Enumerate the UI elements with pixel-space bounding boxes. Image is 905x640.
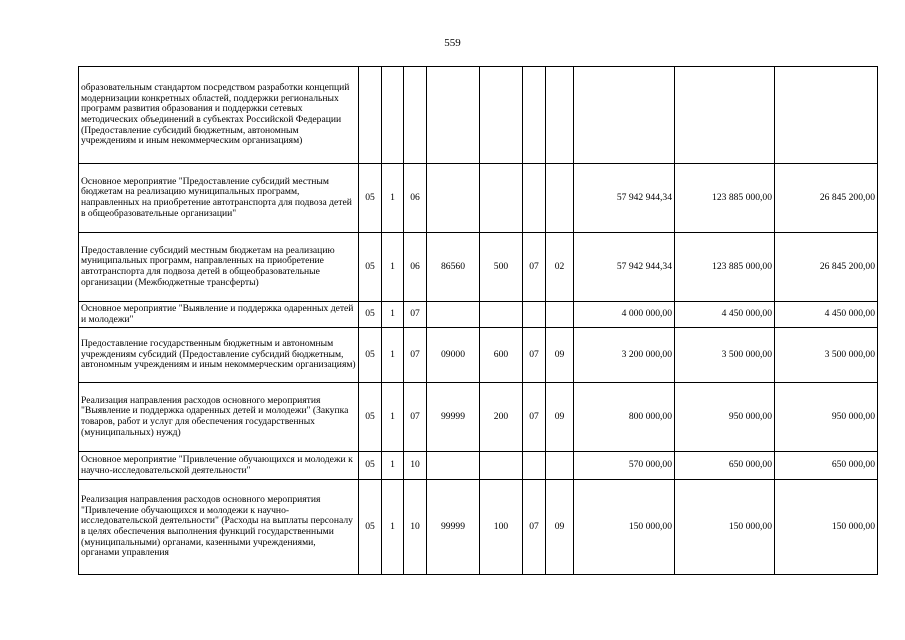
page-number: 559 (444, 37, 461, 49)
code-cell: 10 (404, 452, 427, 480)
code-cell: 100 (480, 480, 523, 575)
row-description: Основное мероприятие "Предоставление субсидий местным бюджетам на реализацию муниципальных программ, направленных на приобретение автотранспорта для подвоза детей в общеобразовательные организации" (79, 164, 359, 233)
row-description: Реализация направления расходов основного мероприятия "Привлечение обучающихся и молодежи к научно-исследовательской деятельности" (Расходы на выплаты персоналу в целях обеспечения выполнения функций государственными (муниципальными) органами, казенными учреждениями, органами управления (79, 480, 359, 575)
code-cell: 500 (480, 233, 523, 302)
code-cell: 05 (359, 480, 382, 575)
code-cell (427, 302, 480, 328)
code-cell: 06 (404, 233, 427, 302)
code-cell: 1 (382, 383, 404, 452)
code-cell: 09 (546, 383, 574, 452)
code-cell: 86560 (427, 233, 480, 302)
amount-cell: 3 500 000,00 (675, 328, 775, 383)
code-cell: 1 (382, 302, 404, 328)
amount-cell: 57 942 944,34 (574, 233, 675, 302)
code-cell (480, 302, 523, 328)
code-cell: 1 (382, 233, 404, 302)
table-row (79, 328, 878, 383)
code-cell: 1 (382, 452, 404, 480)
amount-cell (775, 67, 878, 164)
code-cell: 09 (546, 328, 574, 383)
table-row (79, 67, 878, 164)
code-cell: 99999 (427, 383, 480, 452)
amount-cell: 4 450 000,00 (775, 302, 878, 328)
amount-cell: 26 845 200,00 (775, 233, 878, 302)
code-cell (480, 164, 523, 233)
code-cell (404, 67, 427, 164)
budget-table (78, 66, 878, 575)
amount-cell (675, 67, 775, 164)
amount-cell: 26 845 200,00 (775, 164, 878, 233)
code-cell (523, 67, 546, 164)
code-cell: 02 (546, 233, 574, 302)
code-cell: 05 (359, 328, 382, 383)
amount-cell: 150 000,00 (775, 480, 878, 575)
code-cell: 05 (359, 383, 382, 452)
amount-cell: 123 885 000,00 (675, 164, 775, 233)
amount-cell: 800 000,00 (574, 383, 675, 452)
amount-cell: 150 000,00 (574, 480, 675, 575)
table-row (79, 302, 878, 328)
row-description: Реализация направления расходов основного мероприятия "Выявление и поддержка одаренных детей и молодежи" (Закупка товаров, работ и услуг для обеспечения государственных (муниципальных) нужд) (79, 383, 359, 452)
code-cell: 10 (404, 480, 427, 575)
code-cell (523, 302, 546, 328)
code-cell: 05 (359, 302, 382, 328)
code-cell: 07 (404, 302, 427, 328)
code-cell (546, 452, 574, 480)
code-cell (382, 67, 404, 164)
code-cell (546, 302, 574, 328)
table-row (79, 480, 878, 575)
amount-cell: 650 000,00 (775, 452, 878, 480)
code-cell (523, 452, 546, 480)
code-cell: 200 (480, 383, 523, 452)
code-cell: 05 (359, 164, 382, 233)
code-cell: 07 (523, 233, 546, 302)
amount-cell: 123 885 000,00 (675, 233, 775, 302)
table-row (79, 383, 878, 452)
code-cell: 600 (480, 328, 523, 383)
code-cell: 05 (359, 233, 382, 302)
amount-cell: 950 000,00 (775, 383, 878, 452)
amount-cell: 4 450 000,00 (675, 302, 775, 328)
amount-cell: 950 000,00 (675, 383, 775, 452)
code-cell (546, 67, 574, 164)
code-cell (427, 452, 480, 480)
code-cell (427, 67, 480, 164)
code-cell (546, 164, 574, 233)
code-cell: 09 (546, 480, 574, 575)
row-description: образовательным стандартом посредством разработки концепций модернизации конкретных областей, поддержки региональных программ развития образования и поддержки сетевых методических объединений в субъектах Российской Федерации (Предоставление субсидий бюджетным, автономным учреждениям и иным некоммерческим организациям) (79, 67, 359, 164)
code-cell (480, 452, 523, 480)
code-cell: 07 (404, 383, 427, 452)
code-cell: 1 (382, 480, 404, 575)
code-cell: 09000 (427, 328, 480, 383)
code-cell (480, 67, 523, 164)
code-cell: 1 (382, 164, 404, 233)
code-cell (359, 67, 382, 164)
code-cell (523, 164, 546, 233)
amount-cell: 650 000,00 (675, 452, 775, 480)
table-row (79, 233, 878, 302)
code-cell: 07 (523, 480, 546, 575)
code-cell: 06 (404, 164, 427, 233)
code-cell: 07 (523, 383, 546, 452)
code-cell: 07 (523, 328, 546, 383)
table-row (79, 164, 878, 233)
amount-cell: 150 000,00 (675, 480, 775, 575)
code-cell: 07 (404, 328, 427, 383)
row-description: Основное мероприятие "Привлечение обучающихся и молодежи к научно-исследовательской деятельности" (79, 452, 359, 480)
amount-cell: 57 942 944,34 (574, 164, 675, 233)
code-cell (427, 164, 480, 233)
code-cell: 05 (359, 452, 382, 480)
amount-cell: 3 200 000,00 (574, 328, 675, 383)
amount-cell: 3 500 000,00 (775, 328, 878, 383)
table-row (79, 452, 878, 480)
code-cell: 1 (382, 328, 404, 383)
code-cell: 99999 (427, 480, 480, 575)
row-description: Предоставление субсидий местным бюджетам на реализацию муниципальных программ, направленных на приобретение автотранспорта для подвоза детей в общеобразовательные организации (Межбюджетные трансферты) (79, 233, 359, 302)
amount-cell: 4 000 000,00 (574, 302, 675, 328)
amount-cell: 570 000,00 (574, 452, 675, 480)
row-description: Основное мероприятие "Выявление и поддержка одаренных детей и молодежи" (79, 302, 359, 328)
row-description: Предоставление государственным бюджетным и автономным учреждениям субсидий (Предоставление субсидий бюджетным, автономным учреждениям и иным некоммерческим организациям) (79, 328, 359, 383)
amount-cell (574, 67, 675, 164)
